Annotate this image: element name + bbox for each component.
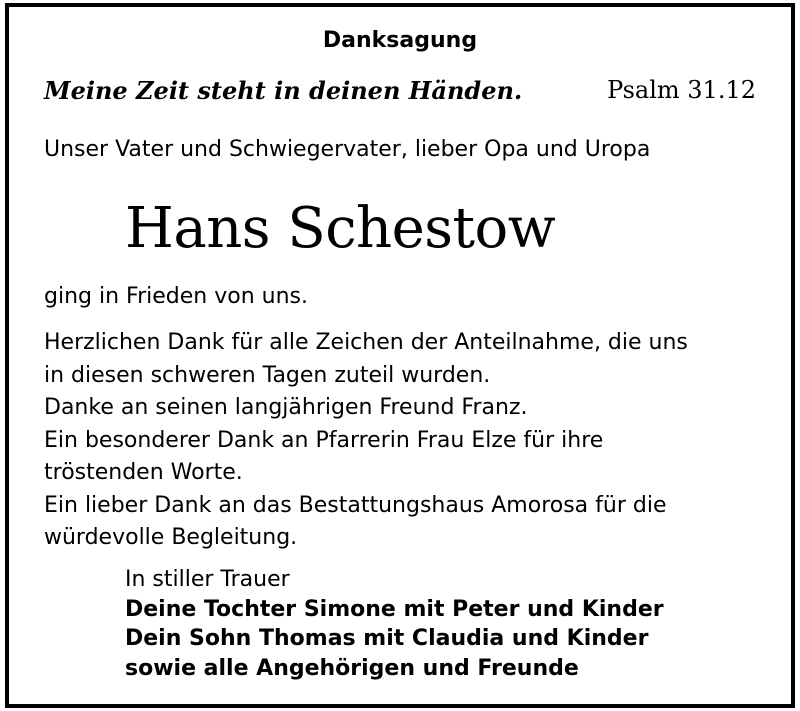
passing-line: ging in Frieden von uns. — [44, 284, 308, 309]
bible-verse: Meine Zeit steht in deinen Händen. — [44, 76, 523, 105]
thanks-line: in diesen schweren Tagen zuteil wurden. — [44, 362, 491, 388]
notice-heading: Danksagung — [322, 28, 478, 53]
thanks-line: Danke an seinen langjährigen Freund Franz. — [44, 395, 528, 420]
relationship-line: Unser Vater und Schwiegervater, lieber Opa und Uropa — [44, 137, 651, 162]
thanks-line: tröstenden Worte. — [44, 460, 243, 485]
thanks-paragraph — [44, 327, 688, 555]
signoff-label: In stiller Trauer — [125, 567, 290, 592]
signoff-block — [125, 565, 664, 683]
mourner-line: Dein Sohn Thomas mit Claudia und Kinder — [125, 626, 649, 651]
psalm-reference: Psalm 31.12 — [607, 76, 756, 104]
thanks-line: Ein besonderer Dank an Pfarrerin Frau Elze für ihre — [44, 427, 604, 453]
thanks-line: würdevolle Begleitung. — [44, 525, 298, 550]
thanks-line: Ein lieber Dank an das Bestattungshaus Amorosa für die — [44, 492, 667, 518]
deceased-name: Hans Schestow — [125, 196, 556, 261]
thanks-line: Herzlichen Dank für alle Zeichen der Anteilnahme, die uns — [44, 330, 688, 355]
mourner-line: Deine Tochter Simone mit Peter und Kinder — [125, 596, 664, 622]
mourner-line: sowie alle Angehörigen und Freunde — [125, 655, 579, 681]
